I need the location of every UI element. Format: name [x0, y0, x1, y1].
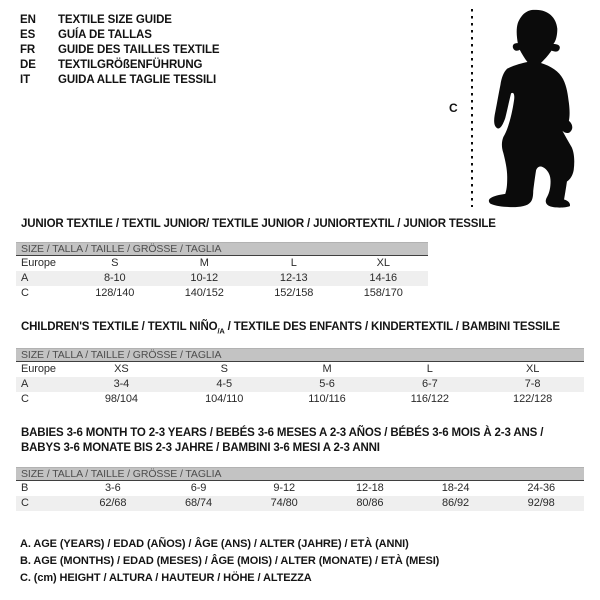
row-label: C — [21, 393, 29, 405]
table-cell: 14-16 — [369, 272, 398, 284]
height-measure-dotted-line — [471, 9, 473, 207]
table-cell: 74/80 — [270, 497, 298, 509]
table-cell: 86/92 — [442, 497, 470, 509]
language-code: DE — [20, 59, 36, 71]
children-table-title — [21, 320, 560, 338]
junior-size-table — [16, 242, 428, 301]
language-label: TEXTILE SIZE GUIDE — [58, 14, 172, 26]
row-label: B — [21, 482, 29, 494]
language-row — [20, 73, 220, 88]
table-cell: 122/128 — [513, 393, 553, 405]
children-title-sub: /A — [217, 326, 225, 336]
table-cell: S — [111, 257, 119, 269]
language-code: ES — [20, 29, 36, 41]
table-cell: 158/170 — [363, 287, 403, 299]
table-row — [16, 362, 584, 377]
table-cell: M — [322, 363, 332, 375]
language-label: GUIDE DES TAILLES TEXTILE — [58, 44, 220, 56]
baby-silhouette — [486, 8, 592, 209]
table-cell: 4-5 — [216, 378, 232, 390]
babies-title-line2: BABYS 3-6 MONATE BIS 2-3 JAHRE / BAMBINI 3-6 MESI A 2-3 ANNI — [21, 442, 380, 454]
table-cell: 68/74 — [184, 497, 213, 509]
table-cell: 7-8 — [524, 378, 541, 390]
table-cell: 12-18 — [356, 482, 384, 494]
table-row — [16, 392, 584, 407]
children-title-pre: CHILDREN'S TEXTILE / TEXTIL NIÑO — [21, 321, 218, 333]
table-cell: 98/104 — [104, 393, 138, 405]
babies-size-table — [16, 467, 584, 511]
table-cell: M — [199, 257, 209, 269]
children-title-post: / TEXTILE DES ENFANTS / KINDERTEXTIL / BAMBINI TESSILE — [224, 321, 560, 333]
language-label: GUIDA ALLE TAGLIE TESSILI — [58, 74, 217, 86]
junior-table-title: JUNIOR TEXTILE / TEXTIL JUNIOR/ TEXTILE JUNIOR / JUNIORTEXTIL / JUNIOR TESSILE — [21, 218, 496, 230]
table-cell: XS — [114, 363, 129, 375]
language-list — [20, 13, 220, 88]
table-cell: 9-12 — [273, 482, 295, 494]
table-cell: 128/140 — [95, 287, 135, 299]
row-label: A — [21, 378, 29, 390]
table-cell: 80/86 — [356, 497, 384, 509]
table-cell: 10-12 — [190, 272, 219, 284]
table-row — [16, 377, 584, 392]
row-label: C — [21, 497, 29, 509]
table-row — [16, 256, 428, 271]
row-label: Europe — [21, 363, 56, 375]
table-row — [16, 496, 584, 511]
table-cell: 140/152 — [184, 287, 224, 299]
table-cell: 152/158 — [274, 287, 314, 299]
table-cell: 18-24 — [441, 482, 470, 494]
table-cell: XL — [376, 257, 390, 269]
language-code: FR — [20, 44, 36, 56]
language-row — [20, 13, 220, 28]
row-label: C — [21, 287, 29, 299]
language-code: EN — [20, 14, 36, 26]
table-cell: 6-9 — [190, 482, 207, 494]
table-cell: 110/116 — [308, 393, 346, 405]
row-label: Europe — [21, 257, 56, 269]
table-cell: 3-6 — [105, 482, 121, 494]
measure-label-c: C — [449, 101, 458, 115]
language-row — [20, 28, 220, 43]
row-label: A — [21, 272, 29, 284]
table-cell: L — [290, 257, 297, 269]
table-cell: L — [426, 363, 433, 375]
language-code: IT — [20, 74, 31, 86]
language-label: TEXTILGRÖßENFÜHRUNG — [58, 59, 203, 71]
footnote-b: B. AGE (MONTHS) / EDAD (MESES) / ÂGE (MOIS) / ALTER (MONATE) / ETÀ (MESI) — [20, 555, 440, 567]
table-cell: 3-4 — [113, 378, 130, 390]
table-cell: 104/110 — [205, 393, 244, 405]
language-row — [20, 43, 220, 58]
table-cell: XL — [525, 363, 540, 375]
table-row — [16, 286, 428, 301]
language-row — [20, 58, 220, 73]
children-size-table — [16, 348, 584, 407]
size-header-bar: SIZE / TALLA / TAILLE / GRÖSSE / TAGLIA — [16, 242, 428, 256]
table-cell: 62/68 — [99, 497, 127, 509]
footnote-c: C. (cm) HEIGHT / ALTURA / HAUTEUR / HÖHE / ALTEZZA — [20, 572, 312, 584]
footnotes — [20, 536, 439, 587]
language-label: GUÍA DE TALLAS — [58, 29, 152, 41]
table-cell: 92/98 — [527, 497, 555, 509]
table-cell: 24-36 — [527, 482, 556, 494]
table-cell: 12-13 — [279, 272, 308, 284]
table-cell: 116/122 — [410, 393, 449, 405]
size-header-bar: SIZE / TALLA / TAILLE / GRÖSSE / TAGLIA — [16, 467, 584, 481]
table-row — [16, 271, 428, 286]
table-cell: 8-10 — [103, 272, 126, 284]
babies-table-title — [21, 426, 543, 456]
table-row — [16, 481, 584, 496]
babies-title-line1: BABIES 3-6 MONTH TO 2-3 YEARS / BEBÉS 3-6 MESES A 2-3 AÑOS / BÉBÉS 3-6 MOIS À 2-3 ANS / — [21, 427, 544, 439]
table-cell: 6-7 — [421, 378, 438, 390]
footnote-a: A. AGE (YEARS) / EDAD (AÑOS) / ÂGE (ANS) / ALTER (JAHRE) / ETÀ (ANNI) — [20, 538, 409, 550]
size-header-bar: SIZE / TALLA / TAILLE / GRÖSSE / TAGLIA — [16, 348, 584, 362]
table-cell: 5-6 — [319, 378, 335, 390]
table-cell: S — [220, 363, 228, 375]
